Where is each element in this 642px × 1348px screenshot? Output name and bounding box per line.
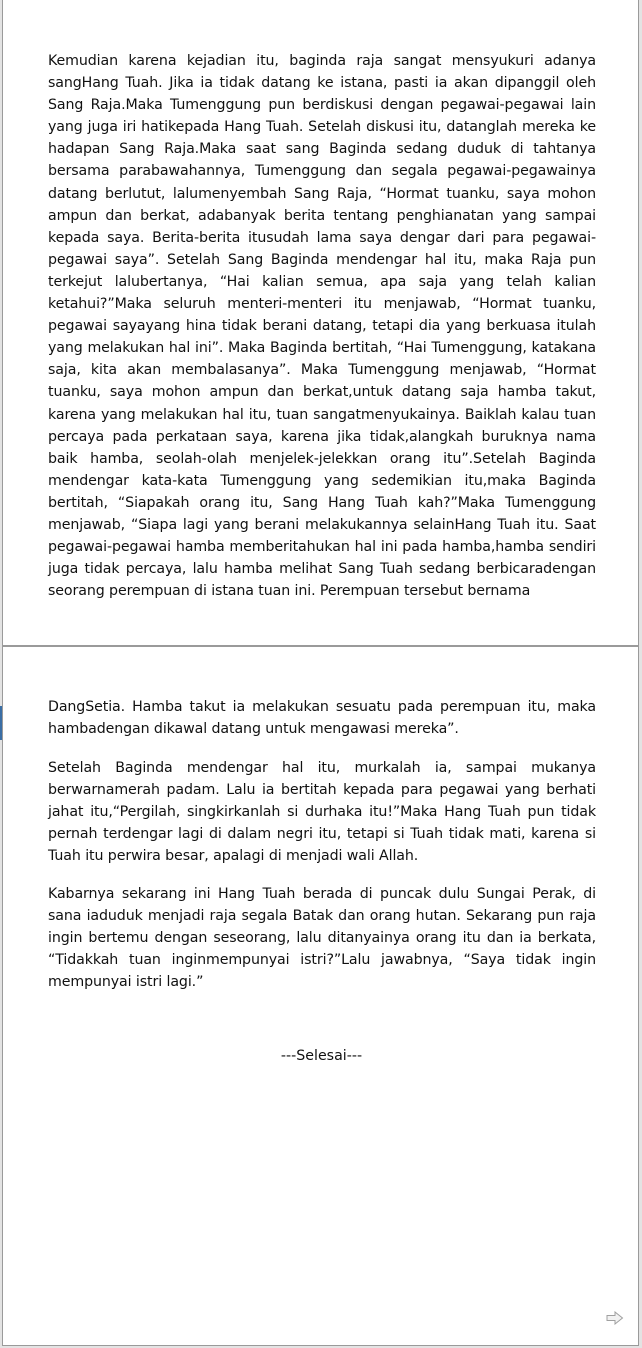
document-page-1 bbox=[2, 0, 639, 646]
page-2-paragraph-3: Kabarnya sekarang ini Hang Tuah berada di puncak dulu Sungai Perak, di sana iaduduk menjadi raja segala Batak dan orang hutan. Sekarang pun raja ingin bertemu dengan seseorang, lalu ditanyainya orang itu dan ia berkata, “Tidakkah tuan inginmempunyai istri?”Lalu jawabnya, “Saya tidak ingin mempunyai istri lagi.” bbox=[48, 886, 596, 991]
document-page-2 bbox=[2, 646, 639, 1346]
story-ending-text: ---Selesai--- bbox=[280, 1048, 363, 1064]
page-1-paragraph: Kemudian karena kejadian itu, baginda raja sangat mensyukuri adanya sangHang Tuah. Jika ia tidak datang ke istana, pasti ia akan dipanggil oleh Sang Raja.Maka Tumenggung pun berdiskusi dengan pegawai-pegawai lain yang juga iri hatikepada Hang Tuah. Setelah diskusi itu, datanglah mereka ke hadapan Sang Raja.Maka saat sang Baginda sedang duduk di tahtanya bersama parabawahannya, Tumenggung dan segala pegawai-pegawainya datang berlutut, lalumenyembah Sang Raja, “Hormat tuanku, saya mohon ampun dan berkat, adabanyak berita tentang penghianatan yang sampai kepada saya. Berita-berita itusudah lama saya dengar dari para pegawai-pegawai saya”. Setelah Sang Baginda mendengar hal itu, maka Raja pun terkejut lalubertanya, “Hai kalian semua, apa saja yang telah kalian ketahui?”Maka seluruh menteri-menteri itu menjawab, “Hormat tuanku, pegawai sayayang hina tidak berani datang, tetapi dia yang berkuasa itulah yang melakukan hal ini”. Maka Baginda bertitah, “Hai Tumenggung, katakana saja, kita akan membalasanya”. Maka Tumenggung menjawab, “Hormat tuanku, saya mohon ampun dan berkat,untuk datang saja hamba takut, karena yang melakukan hal itu, tuan sangatmenyukainya. Baiklah kalau tuan percaya pada perkataan saya, karena jika tidak,alangkah buruknya nama baik hamba, seolah-olah menjelek-jelekkan orang itu”.Setelah Baginda mendengar kata-kata Tumenggung yang sedemikian itu,maka Baginda bertitah, “Siapakah orang itu, Sang Hang Tuah kah?”Maka Tumenggung menjawab, “Siapa lagi yang berani melakukannya selainHang Tuah itu. Saat pegawai-pegawai hamba memberitahukan hal ini pada hamba,hamba sendiri juga tidak percaya, lalu hamba melihat Sang Tuah sedang berbicaradengan seorang perempuan di istana tuan ini. Perempuan tersebut bernama bbox=[48, 53, 596, 600]
page-2-paragraph-2: Setelah Baginda mendengar hal itu, murkalah ia, sampai mukanya berwarnamerah padam. Lalu ia bertitah kepada para pegawai yang berhati jahat itu,“Pergilah, singkirkanlah si durhaka itu!”Maka Hang Tuah pun tidak pernah terdengar lagi di dalam negri itu, tetapi si Tuah tidak mati, karena si Tuah itu perwira besar, apalagi di menjadi wali Allah. bbox=[48, 760, 596, 865]
next-page-arrow-icon[interactable] bbox=[606, 1311, 624, 1325]
page-2-paragraph-1: DangSetia. Hamba takut ia melakukan sesuatu pada perempuan itu, maka hambadengan dikawal datang untuk mengawasi mereka”. bbox=[48, 699, 596, 738]
